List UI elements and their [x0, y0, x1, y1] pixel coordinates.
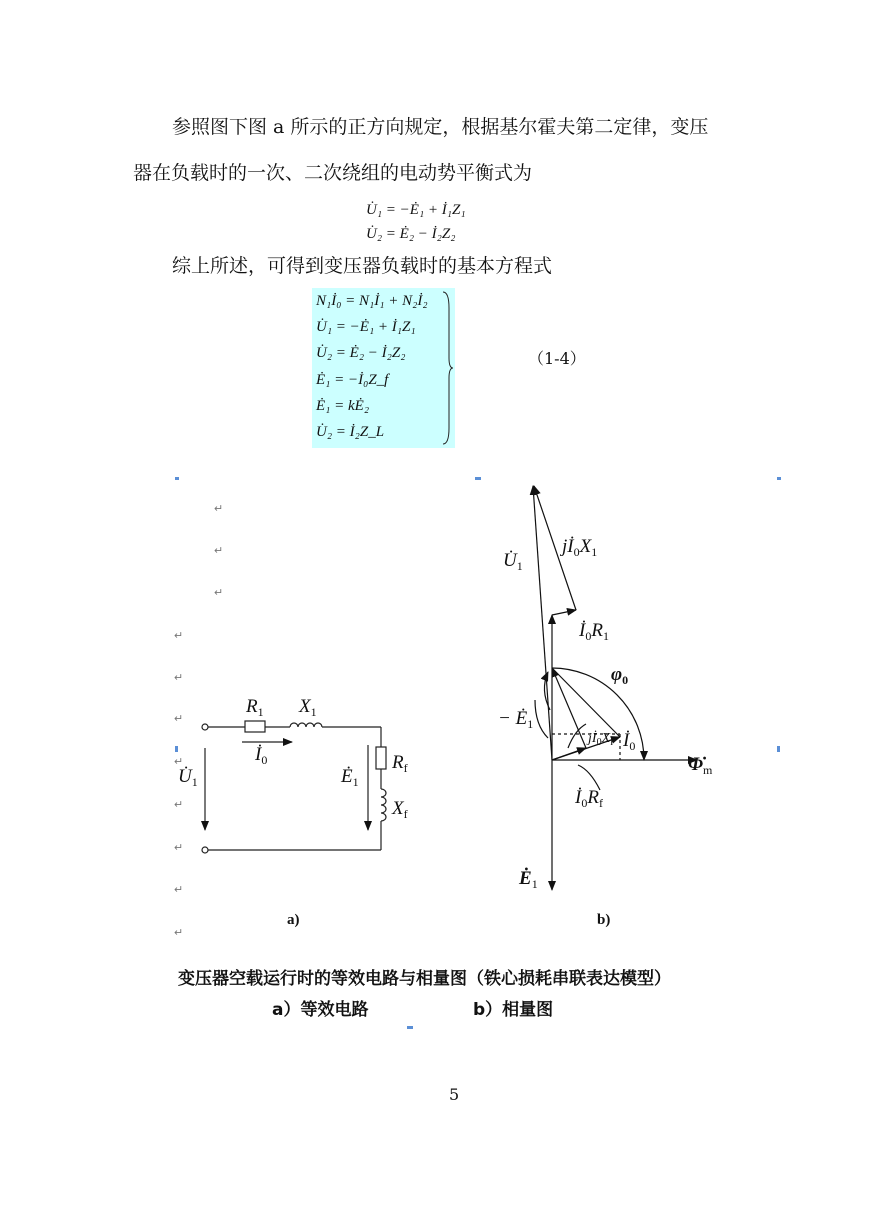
- equation-line: N₁İ₀ = N₁İ₁ + N₂İ₂: [316, 293, 428, 309]
- equation-line: U̇₁ = −Ė₁ + İ₁Z₁: [316, 319, 416, 335]
- r1-resistor: [245, 721, 265, 732]
- equation-line: U̇₂ = Ė₂ − İ₂Z₂: [316, 345, 406, 361]
- figure-label-b: b): [597, 912, 611, 928]
- label-r1: $R_1$: [246, 696, 264, 719]
- equation-secondary: U̇₂ = Ė₂ − İ₂Z₂: [366, 226, 456, 242]
- paragraph-mark: ↵: [174, 799, 184, 811]
- paragraph-mark: ↵: [174, 672, 184, 684]
- equation-line: U̇₂ = İ₂Z_L: [316, 424, 385, 440]
- phasor-label-i0r1: $İ_0R_1$: [579, 620, 609, 643]
- label-x1: $X_1$: [299, 696, 317, 719]
- paragraph-mark: ↵: [214, 587, 224, 599]
- figure-label-a: a): [287, 912, 300, 928]
- phasor-label-e1: $Ė_1$: [519, 868, 538, 891]
- phasor-label-neg-e1: − $Ė_1$: [498, 708, 534, 731]
- paragraph-line-1: 参照图下图 a 所示的正方向规定，根据基尔霍夫第二定律，变压: [172, 116, 709, 138]
- paragraph-mark: ↵: [174, 713, 184, 725]
- page-number: 5: [449, 1085, 460, 1104]
- rf-resistor: [376, 747, 386, 769]
- label-xf: $X_f$: [392, 798, 408, 821]
- paragraph-mark: ↵: [174, 842, 184, 854]
- label-u1: $U̇_1$: [178, 766, 198, 789]
- caption-subfigure-a: a）等效电路: [272, 1000, 369, 1020]
- label-i0: $İ_0$: [255, 744, 268, 767]
- phasor-label-u1: $U̇_1$: [503, 550, 523, 573]
- equation-primary: U̇₁ = −Ė₁ + İ₁Z₁: [366, 202, 466, 218]
- equation-line: Ė₁ = kĖ₂: [316, 398, 370, 414]
- xf-inductor: [381, 789, 386, 821]
- phasor-label-phi0: $\varphi_0$: [611, 664, 629, 687]
- phasor-label-i0: $İ_0$: [623, 730, 636, 753]
- phasor-label-ji0xf: $jİ_0X_f$: [588, 731, 614, 748]
- paragraph-mark: ↵: [214, 545, 224, 557]
- label-e1: $Ė_1$: [341, 766, 359, 789]
- phasor-label-i0rf: $İ_0R_f$: [575, 787, 603, 810]
- equation-line: Ė₁ = −İ₀Z_f: [316, 372, 389, 388]
- caption-subfigure-b: b）相量图: [473, 1000, 554, 1020]
- paragraph-mark: ↵: [174, 884, 184, 896]
- paragraph-mark: ↵: [174, 927, 184, 939]
- paragraph-line-2: 器在负载时的一次、二次绕组的电动势平衡式为: [133, 162, 533, 184]
- phasor-label-ji0x1: $jİ_0X_1$: [562, 536, 598, 559]
- phasor-label-phim: $\Phi̇_m$: [688, 754, 713, 777]
- x1-inductor: [290, 723, 322, 727]
- label-rf: $R_f$: [392, 752, 408, 775]
- phasor-diagram: [533, 486, 697, 890]
- paragraph-mark: ↵: [174, 756, 184, 768]
- paragraph-mark: ↵: [214, 503, 224, 515]
- figure-caption: 变压器空载运行时的等效电路与相量图（铁心损耗串联表达模型）: [178, 969, 671, 989]
- paragraph-summary: 综上所述，可得到变压器负载时的基本方程式: [172, 255, 553, 277]
- paragraph-mark: ↵: [174, 630, 184, 642]
- equation-number: （1-4）: [528, 349, 586, 368]
